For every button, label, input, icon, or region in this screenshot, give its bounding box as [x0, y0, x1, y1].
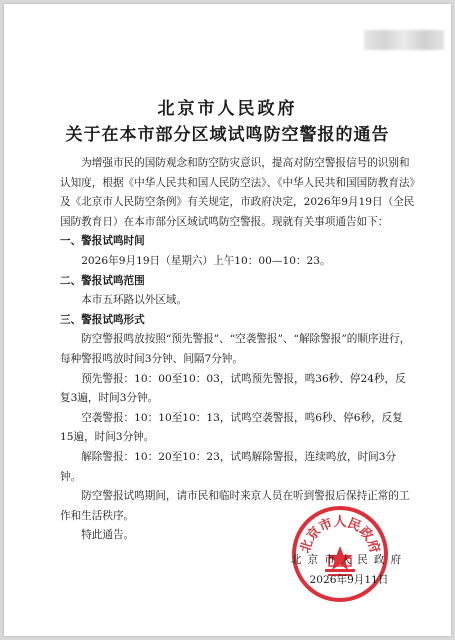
signature-date: 2026年9月11日: [309, 574, 389, 586]
alarm-air-raid: 空袭警报：10：10至10：13，试鸣空袭警报，鸣6秒、停6秒，反复15遍，时间3分钟。: [60, 411, 403, 444]
blurred-watermark: [364, 30, 444, 50]
document-title-issuer: 北京市人民政府: [157, 99, 298, 119]
alarm-all-clear: 解除警报：10：20至10：23，试鸣解除警报，连续鸣放，时间3分钟。: [60, 450, 397, 483]
final-statement: 特此通告。: [81, 529, 135, 542]
intro-paragraph: 为增强市民的国防观念和防空防灾意识，提高对防空警报信号的识别和认知度，根据《中华人民共和国人民防空法》、《中华人民共和国国防教育法》及《北京市人民防空条例》有关规定，市政府决定，2026年9月19日（全民国防教育日）在本市部分区域试鸣防空警报。现就有关事项通告如下：: [60, 157, 415, 228]
alarm-preliminary: 预先警报：10：00至10：03，试鸣预先警报，鸣36秒、停24秒，反复3遍，时间3分钟。: [60, 372, 406, 405]
section-text-range: 本市五环路以外区域。: [81, 294, 188, 307]
section-text-form: 防空警报鸣放按照“预先警报”、“空袭警报”、“解除警报”的顺序进行，每种警报鸣放时间3分钟、间隔7分钟。: [60, 333, 411, 365]
seal-text: 北京市人民政府: [298, 514, 382, 556]
document-body: [60, 154, 416, 546]
signature-block: [274, 550, 424, 590]
section-heading-form: 三、警报试鸣形式: [60, 313, 145, 326]
closing-paragraph: 防空警报试鸣期间，请市民和临时来京人员在听到警报后保持正常的工作和生活秩序。: [60, 490, 410, 522]
signature-org: 北京市人民政府: [290, 554, 408, 566]
document-title-subject: 关于在本市部分区域试鸣防空警报的通告: [65, 125, 390, 145]
section-heading-time: 一、警报试鸣时间: [60, 235, 145, 248]
section-text-time: 2026年9月19日（星期六）上午10：00—10：23。: [81, 254, 331, 267]
document-page: [4, 4, 451, 636]
section-heading-range: 二、警报试鸣范围: [60, 274, 145, 287]
